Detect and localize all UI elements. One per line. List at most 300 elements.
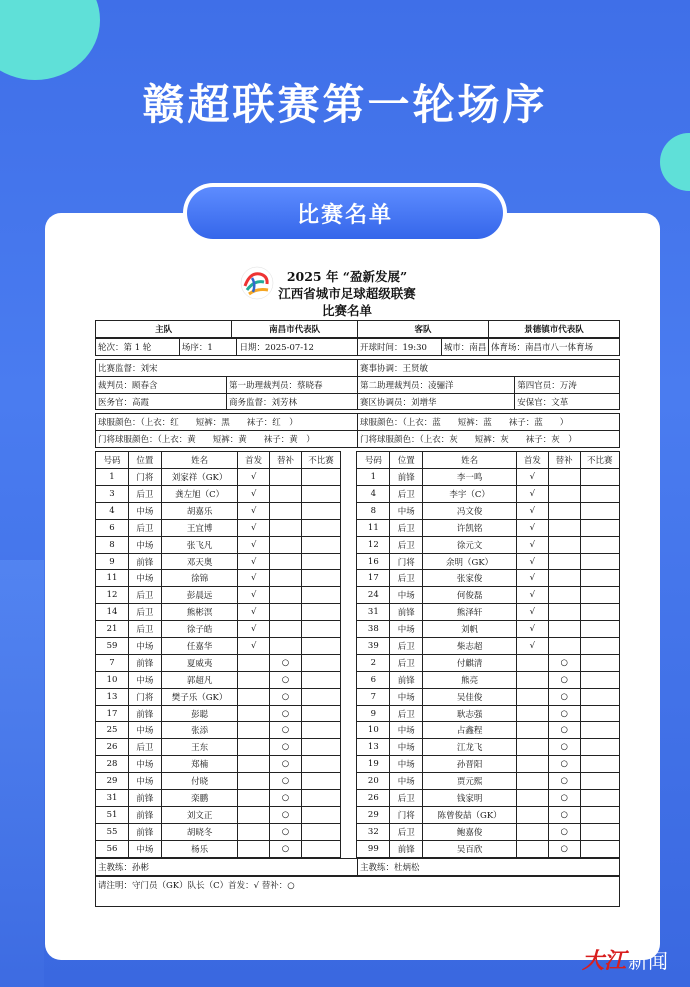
away-header-position: 位置 (390, 452, 423, 469)
home-player-not-playing (301, 502, 340, 519)
table-row (96, 705, 620, 722)
home-player-not-playing (301, 739, 340, 756)
home-player-not-playing (301, 486, 340, 503)
legend-note: 请注明：守门员（GK）队长（C）首发：√ 替补：○ (96, 876, 620, 906)
away-player-name: 柴志超 (423, 638, 517, 655)
home-player-number: 9 (96, 553, 129, 570)
home-player-position: 中场 (128, 756, 161, 773)
home-player-name: 熊彬溟 (161, 604, 237, 621)
home-player-position: 门将 (128, 688, 161, 705)
home-player-number: 3 (96, 486, 129, 503)
home-player-sub: ○ (270, 654, 302, 671)
home-player-name: 任嘉华 (161, 638, 237, 655)
away-player-not-playing (580, 773, 619, 790)
home-player-name: 徐子皓 (161, 621, 237, 638)
away-player-starter (516, 806, 548, 823)
home-player-number: 10 (96, 671, 129, 688)
roster-header-row (96, 452, 620, 469)
home-player-name: 郑楠 (161, 756, 237, 773)
table-row (96, 739, 620, 756)
away-player-not-playing (580, 553, 619, 570)
table-row (96, 553, 620, 570)
away-player-name: 鲍嘉俊 (423, 823, 517, 840)
home-player-number: 28 (96, 756, 129, 773)
home-team-name: 南昌市代表队 (232, 321, 358, 338)
away-player-name: 何俊磊 (423, 587, 517, 604)
away-player-sub: ○ (548, 688, 580, 705)
home-player-not-playing (301, 688, 340, 705)
away-player-position: 中场 (390, 621, 423, 638)
away-player-sub (548, 486, 580, 503)
away-player-name: 李宇（C） (423, 486, 517, 503)
away-header-starter: 首发 (516, 452, 548, 469)
home-player-sub (270, 519, 302, 536)
home-head-coach: 主教练：孙彬 (96, 858, 358, 875)
away-player-name: 钱家明 (423, 790, 517, 807)
away-player-number: 12 (357, 536, 390, 553)
away-kit-colors: 球服颜色：（上衣：蓝 短裤：蓝 袜子：蓝 ） (358, 414, 620, 431)
away-player-starter: √ (516, 486, 548, 503)
home-player-sub: ○ (270, 722, 302, 739)
roster-table (95, 451, 620, 857)
away-player-not-playing (580, 536, 619, 553)
home-player-position: 中场 (128, 502, 161, 519)
home-player-starter (238, 671, 270, 688)
home-player-position: 前锋 (128, 806, 161, 823)
home-player-name: 夏威夷 (161, 654, 237, 671)
away-player-starter (516, 840, 548, 857)
away-player-starter: √ (516, 570, 548, 587)
away-player-name: 付麒清 (423, 654, 517, 671)
table-row (96, 654, 620, 671)
away-player-name: 李一鸣 (423, 469, 517, 486)
fourth-official: 第四官员：万涛 (515, 376, 620, 393)
away-player-position: 后卫 (390, 519, 423, 536)
roster-spacer (341, 756, 357, 773)
away-player-number: 11 (357, 519, 390, 536)
away-player-number: 4 (357, 486, 390, 503)
table-row (96, 570, 620, 587)
home-player-name: 胡嘉乐 (161, 502, 237, 519)
home-player-position: 后卫 (128, 604, 161, 621)
away-player-sub: ○ (548, 722, 580, 739)
home-player-name: 樊子乐（GK） (161, 688, 237, 705)
home-player-starter (238, 790, 270, 807)
home-player-name: 张飞凡 (161, 536, 237, 553)
away-player-starter (516, 823, 548, 840)
home-player-name: 龚左旭（C） (161, 486, 237, 503)
home-player-not-playing (301, 469, 340, 486)
home-player-number: 13 (96, 688, 129, 705)
assistant-referee-1: 第一助理裁判员：蔡晓春 (227, 376, 358, 393)
away-player-sub: ○ (548, 756, 580, 773)
match-meta-table (95, 338, 620, 356)
away-player-sub: ○ (548, 705, 580, 722)
home-player-position: 后卫 (128, 739, 161, 756)
city: 城市：南昌 (441, 338, 488, 355)
home-player-position: 后卫 (128, 486, 161, 503)
table-row (96, 671, 620, 688)
away-player-starter (516, 790, 548, 807)
away-player-not-playing (580, 469, 619, 486)
away-player-sub: ○ (548, 773, 580, 790)
home-player-not-playing (301, 638, 340, 655)
home-player-sub: ○ (270, 823, 302, 840)
roster-spacer (341, 823, 357, 840)
away-player-not-playing (580, 604, 619, 621)
home-player-sub (270, 469, 302, 486)
table-row (96, 790, 620, 807)
home-player-not-playing (301, 587, 340, 604)
away-player-sub (548, 502, 580, 519)
away-player-starter: √ (516, 536, 548, 553)
home-header-sub: 替补 (270, 452, 302, 469)
away-player-starter (516, 688, 548, 705)
roster-spacer (341, 739, 357, 756)
away-player-number: 13 (357, 739, 390, 756)
away-player-name: 耿志强 (423, 705, 517, 722)
away-player-position: 门将 (390, 553, 423, 570)
home-player-name: 栾鹏 (161, 790, 237, 807)
home-player-not-playing (301, 553, 340, 570)
officials-table (95, 359, 620, 411)
brand-logo-text: 新闻 (628, 949, 668, 973)
home-player-position: 前锋 (128, 553, 161, 570)
home-kit-colors: 球服颜色：（上衣：红 短裤：黑 袜子：红 ） (96, 414, 358, 431)
footer-brand (582, 944, 668, 975)
home-player-sub (270, 587, 302, 604)
away-player-name: 孙晋阳 (423, 756, 517, 773)
home-player-not-playing (301, 671, 340, 688)
home-player-not-playing (301, 570, 340, 587)
home-player-name: 刘家祥（GK） (161, 469, 237, 486)
away-player-starter: √ (516, 638, 548, 655)
table-row (96, 823, 620, 840)
away-player-position: 中场 (390, 739, 423, 756)
home-header-starter: 首发 (238, 452, 270, 469)
home-player-position: 中场 (128, 536, 161, 553)
away-player-sub (548, 469, 580, 486)
away-player-number: 29 (357, 806, 390, 823)
home-player-number: 51 (96, 806, 129, 823)
away-player-position: 后卫 (390, 654, 423, 671)
assistant-referee-2: 第二助理裁判员：凌骊洋 (358, 376, 515, 393)
home-player-position: 门将 (128, 469, 161, 486)
referee: 裁判员：顾春含 (96, 376, 227, 393)
table-row (96, 722, 620, 739)
home-player-name: 胡晓冬 (161, 823, 237, 840)
away-player-position: 后卫 (390, 486, 423, 503)
away-player-starter: √ (516, 587, 548, 604)
away-player-not-playing (580, 519, 619, 536)
home-player-starter: √ (238, 604, 270, 621)
away-player-not-playing (580, 502, 619, 519)
away-player-position: 中场 (390, 722, 423, 739)
home-player-not-playing (301, 840, 340, 857)
home-player-not-playing (301, 773, 340, 790)
home-player-not-playing (301, 790, 340, 807)
away-player-number: 32 (357, 823, 390, 840)
home-player-name: 郭超凡 (161, 671, 237, 688)
away-player-position: 前锋 (390, 469, 423, 486)
roster-spacer (341, 519, 357, 536)
away-header-name: 姓名 (423, 452, 517, 469)
away-header-sub: 替补 (548, 452, 580, 469)
roster-spacer (341, 553, 357, 570)
away-player-name: 徐元文 (423, 536, 517, 553)
away-player-starter: √ (516, 502, 548, 519)
home-player-sub: ○ (270, 790, 302, 807)
home-player-position: 前锋 (128, 654, 161, 671)
home-player-sub (270, 604, 302, 621)
home-player-position: 中场 (128, 722, 161, 739)
home-player-sub: ○ (270, 806, 302, 823)
home-player-sub (270, 486, 302, 503)
away-player-position: 中场 (390, 502, 423, 519)
away-player-number: 16 (357, 553, 390, 570)
away-player-sub (548, 638, 580, 655)
away-player-sub (548, 604, 580, 621)
away-player-not-playing (580, 790, 619, 807)
home-player-starter (238, 806, 270, 823)
table-row (96, 840, 620, 857)
away-player-name: 占鑫程 (423, 722, 517, 739)
home-player-starter (238, 654, 270, 671)
away-player-position: 前锋 (390, 671, 423, 688)
away-header-number: 号码 (357, 452, 390, 469)
away-player-starter (516, 654, 548, 671)
away-player-not-playing (580, 806, 619, 823)
roster-spacer (341, 722, 357, 739)
home-player-number: 7 (96, 654, 129, 671)
home-player-sub (270, 553, 302, 570)
home-player-position: 中场 (128, 671, 161, 688)
medical-officer: 医务官：高霞 (96, 393, 227, 410)
home-player-position: 后卫 (128, 519, 161, 536)
home-header-position: 位置 (128, 452, 161, 469)
roster-spacer (341, 502, 357, 519)
table-row (96, 688, 620, 705)
away-player-name: 陈曾俊喆（GK） (423, 806, 517, 823)
home-player-number: 14 (96, 604, 129, 621)
home-player-name: 徐锦 (161, 570, 237, 587)
away-player-name: 刘帆 (423, 621, 517, 638)
match-info-table (95, 320, 620, 338)
away-player-starter: √ (516, 604, 548, 621)
away-player-not-playing (580, 705, 619, 722)
section-pill (183, 183, 507, 243)
home-player-number: 6 (96, 519, 129, 536)
away-player-starter (516, 773, 548, 790)
away-player-position: 前锋 (390, 604, 423, 621)
away-gk-kit-colors: 门将球服颜色：（上衣：灰 短裤：灰 袜子：灰 ） (358, 431, 620, 448)
match-coordinator: 赛事协调：王贤敏 (358, 359, 620, 376)
decor-band-left (0, 560, 44, 987)
table-row (96, 536, 620, 553)
brand-logo-red: 大江 (581, 948, 626, 974)
away-player-number: 17 (357, 570, 390, 587)
table-row (96, 806, 620, 823)
home-player-starter: √ (238, 536, 270, 553)
home-player-position: 中场 (128, 570, 161, 587)
roster-spacer (341, 654, 357, 671)
home-player-starter (238, 739, 270, 756)
table-row (96, 519, 620, 536)
roster-spacer (341, 671, 357, 688)
doc-title-league: 江西省城市足球超级联赛 (278, 286, 416, 301)
away-player-starter (516, 739, 548, 756)
home-player-sub: ○ (270, 671, 302, 688)
away-player-number: 99 (357, 840, 390, 857)
away-player-not-playing (580, 587, 619, 604)
away-player-name: 张家俊 (423, 570, 517, 587)
match-date: 日期：2025-07-12 (237, 338, 358, 355)
home-player-not-playing (301, 536, 340, 553)
away-player-number: 9 (357, 705, 390, 722)
away-player-position: 门将 (390, 806, 423, 823)
away-player-starter: √ (516, 469, 548, 486)
away-player-number: 24 (357, 587, 390, 604)
home-player-number: 29 (96, 773, 129, 790)
home-player-starter (238, 722, 270, 739)
away-player-sub: ○ (548, 823, 580, 840)
away-player-number: 39 (357, 638, 390, 655)
roster-spacer (341, 486, 357, 503)
home-player-starter (238, 756, 270, 773)
away-player-number: 38 (357, 621, 390, 638)
home-player-starter: √ (238, 587, 270, 604)
home-gk-kit-colors: 门将球服颜色：（上衣：黄 短裤：黄 袜子：黄 ） (96, 431, 358, 448)
roster-spacer (341, 688, 357, 705)
away-player-not-playing (580, 722, 619, 739)
home-player-starter: √ (238, 519, 270, 536)
home-player-not-playing (301, 823, 340, 840)
home-player-number: 8 (96, 536, 129, 553)
home-player-sub: ○ (270, 773, 302, 790)
home-player-starter: √ (238, 486, 270, 503)
away-player-name: 吴佳俊 (423, 688, 517, 705)
home-player-sub: ○ (270, 840, 302, 857)
home-player-starter: √ (238, 502, 270, 519)
home-player-starter (238, 688, 270, 705)
section-label: 比赛名单 (187, 187, 503, 239)
away-player-name: 熊泽轩 (423, 604, 517, 621)
away-player-number: 7 (357, 688, 390, 705)
home-player-starter (238, 773, 270, 790)
away-player-not-playing (580, 621, 619, 638)
away-player-not-playing (580, 756, 619, 773)
security-officer: 安保官：文革 (515, 393, 620, 410)
home-player-starter (238, 840, 270, 857)
match-supervisor: 比赛监督：刘宋 (96, 359, 358, 376)
home-player-not-playing (301, 722, 340, 739)
home-header-number: 号码 (96, 452, 129, 469)
away-player-name: 许凯铭 (423, 519, 517, 536)
away-player-sub: ○ (548, 654, 580, 671)
home-player-number: 26 (96, 739, 129, 756)
away-player-number: 1 (357, 469, 390, 486)
kickoff-time: 开球时间：19:30 (357, 338, 441, 355)
home-player-not-playing (301, 806, 340, 823)
away-player-sub: ○ (548, 671, 580, 688)
home-player-number: 4 (96, 502, 129, 519)
roster-spacer (341, 452, 357, 469)
roster-spacer (341, 790, 357, 807)
match-sheet (95, 320, 620, 907)
away-player-position: 后卫 (390, 705, 423, 722)
away-player-starter: √ (516, 621, 548, 638)
decor-circle-right (660, 133, 690, 191)
away-player-starter (516, 671, 548, 688)
away-player-not-playing (580, 570, 619, 587)
away-header-not-playing: 不比赛 (580, 452, 619, 469)
roster-spacer (341, 570, 357, 587)
home-player-sub (270, 502, 302, 519)
home-player-not-playing (301, 519, 340, 536)
away-player-not-playing (580, 638, 619, 655)
away-player-starter (516, 756, 548, 773)
table-row (96, 621, 620, 638)
home-player-number: 1 (96, 469, 129, 486)
roster-spacer (341, 705, 357, 722)
away-player-number: 2 (357, 654, 390, 671)
away-player-starter: √ (516, 553, 548, 570)
coach-table (95, 858, 620, 876)
home-player-not-playing (301, 604, 340, 621)
commercial-supervisor: 商务监督：刘芳林 (227, 393, 358, 410)
doc-title-year: 2025 年 “盈新发展” (286, 269, 408, 284)
away-player-not-playing (580, 486, 619, 503)
table-row (96, 486, 620, 503)
home-player-sub (270, 621, 302, 638)
away-player-sub: ○ (548, 790, 580, 807)
away-player-not-playing (580, 671, 619, 688)
home-player-starter: √ (238, 469, 270, 486)
away-player-number: 20 (357, 773, 390, 790)
away-team-name: 景德镇市代表队 (488, 321, 619, 338)
away-player-starter (516, 722, 548, 739)
roster-spacer (341, 469, 357, 486)
away-player-name: 吴百欣 (423, 840, 517, 857)
home-player-position: 前锋 (128, 705, 161, 722)
away-player-position: 后卫 (390, 570, 423, 587)
home-player-name: 付晓 (161, 773, 237, 790)
away-player-sub (548, 570, 580, 587)
away-player-number: 10 (357, 722, 390, 739)
away-player-position: 中场 (390, 773, 423, 790)
kit-table (95, 413, 620, 448)
home-player-number: 55 (96, 823, 129, 840)
roster-spacer (341, 773, 357, 790)
home-label: 主队 (96, 321, 232, 338)
away-player-position: 前锋 (390, 840, 423, 857)
table-row (96, 604, 620, 621)
home-player-name: 彭聪 (161, 705, 237, 722)
home-player-name: 杨乐 (161, 840, 237, 857)
home-player-sub: ○ (270, 705, 302, 722)
table-row (96, 756, 620, 773)
roster-spacer (341, 604, 357, 621)
home-player-number: 25 (96, 722, 129, 739)
away-player-number: 31 (357, 604, 390, 621)
away-player-position: 中场 (390, 587, 423, 604)
home-player-name: 王东 (161, 739, 237, 756)
home-player-position: 中场 (128, 840, 161, 857)
zone-coordinator: 赛区协调员：刘增华 (358, 393, 515, 410)
away-player-position: 中场 (390, 688, 423, 705)
roster-spacer (341, 638, 357, 655)
home-player-number: 11 (96, 570, 129, 587)
